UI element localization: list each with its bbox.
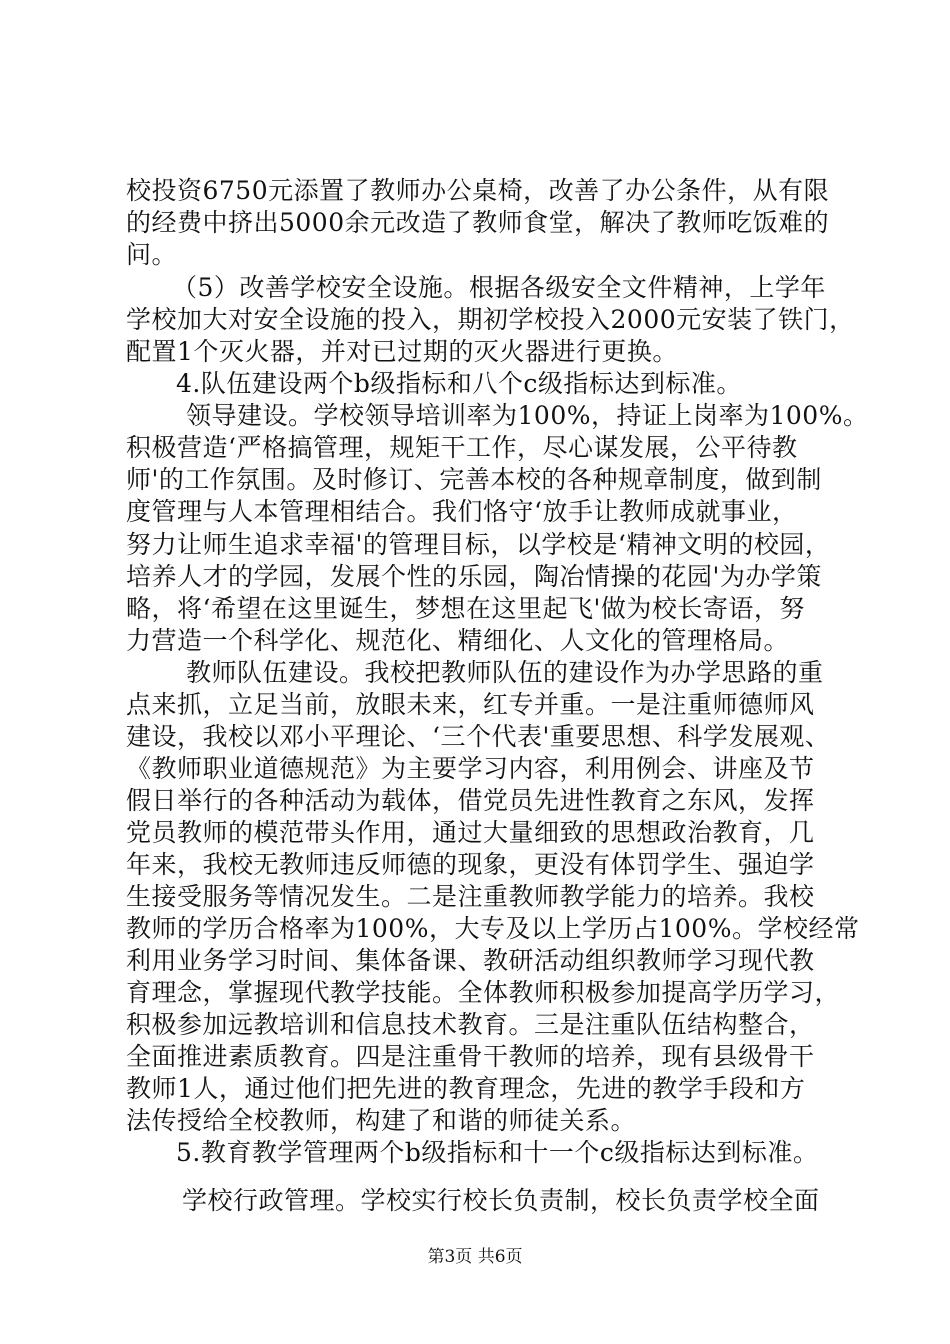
- text-line: 师'的工作氛围。及时修订、完善本校的各种规章制度，做到制: [126, 465, 822, 494]
- text-line: 培养人才的学园，发展个性的乐园，陶冶情操的花园'为办学策: [126, 562, 822, 591]
- text-line: 生接受服务等情况发生。二是注重教师教学能力的培养。我校: [126, 882, 815, 911]
- text-line: 教师的学历合格率为100%，大专及以上学历占100%。学校经常: [126, 914, 860, 943]
- text-line: 度管理与人本管理相结合。我们恪守‘放手让教师成就事业，: [126, 497, 798, 526]
- text-line: 假日举行的各种活动为载体，借党员先进性教育之东风，发挥: [126, 786, 815, 815]
- text-line: 积极参加远教培训和信息技术教育。三是注重队伍结构整合，: [126, 1010, 815, 1039]
- text-line: （5）改善学校安全设施。根据各级安全文件精神，上学年: [172, 273, 826, 302]
- text-line: 教师队伍建设。我校把教师队伍的建设作为办学思路的重: [186, 658, 824, 687]
- text-line: 年来，我校无教师违反师德的现象，更没有体罚学生、强迫学: [126, 850, 815, 879]
- text-line: 校投资6750元添置了教师办公桌椅，改善了办公条件，从有限: [126, 176, 830, 205]
- text-line: 教师1人，通过他们把先进的教育理念，先进的教学手段和方: [126, 1074, 806, 1103]
- text-line: 育理念，掌握现代教学技能。全体教师积极参加提高学历学习，: [126, 978, 841, 1007]
- text-line: 建设，我校以邓小平理论、‘三个代表'重要思想、科学发展观、: [126, 722, 831, 751]
- text-line: 利用业务学习时间、集体备课、教研活动组织教师学习现代教: [126, 946, 815, 975]
- text-line: 点来抓，立足当前，放眼未来，红专并重。一是注重师德师风: [126, 690, 815, 719]
- text-line: 学校行政管理。学校实行校长负责制，校长负责学校全面: [182, 1186, 820, 1215]
- text-line: 积极营造‘严格搞管理，规矩干工作，尽心谋发展，公平待教: [126, 433, 798, 462]
- text-line: 问。: [126, 240, 178, 269]
- text-line: 配置1个灭火器，并对已过期的灭火器进行更换。: [126, 337, 678, 366]
- text-line: 《教师职业道德规范》为主要学习内容，利用例会、讲座及节: [126, 754, 815, 783]
- section-heading: 5.教育教学管理两个b级指标和十一个c级指标达到标准。: [176, 1138, 819, 1167]
- page-footer: 第3页 共6页: [427, 1247, 523, 1267]
- text-line: 领导建设。学校领导培训率为100%，持证上岗率为100%。: [186, 401, 869, 430]
- text-line: 全面推进素质教育。四是注重骨干教师的培养，现有县级骨干: [126, 1042, 815, 1071]
- text-line: 略，将‘希望在这里诞生，梦想在这里起飞'做为校长寄语，努: [126, 594, 805, 623]
- section-heading: 4.队伍建设两个b级指标和八个c级指标达到标准。: [176, 369, 742, 398]
- text-line: 努力让师生追求幸福'的管理目标，以学校是‘精神文明的校园，: [126, 530, 831, 559]
- text-line: 的经费中挤出5000余元改造了教师食堂，解决了教师吃饭难的: [126, 208, 830, 237]
- text-line: 法传授给全校教师，构建了和谐的师徒关系。: [126, 1106, 637, 1135]
- text-line: 力营造一个科学化、规范化、精细化、人文化的管理格局。: [126, 626, 790, 655]
- text-line: 学校加大对安全设施的投入，期初学校投入2000元安装了铁门，: [126, 305, 855, 334]
- text-line: 党员教师的模范带头作用，通过大量细致的思想政治教育，几: [126, 818, 815, 847]
